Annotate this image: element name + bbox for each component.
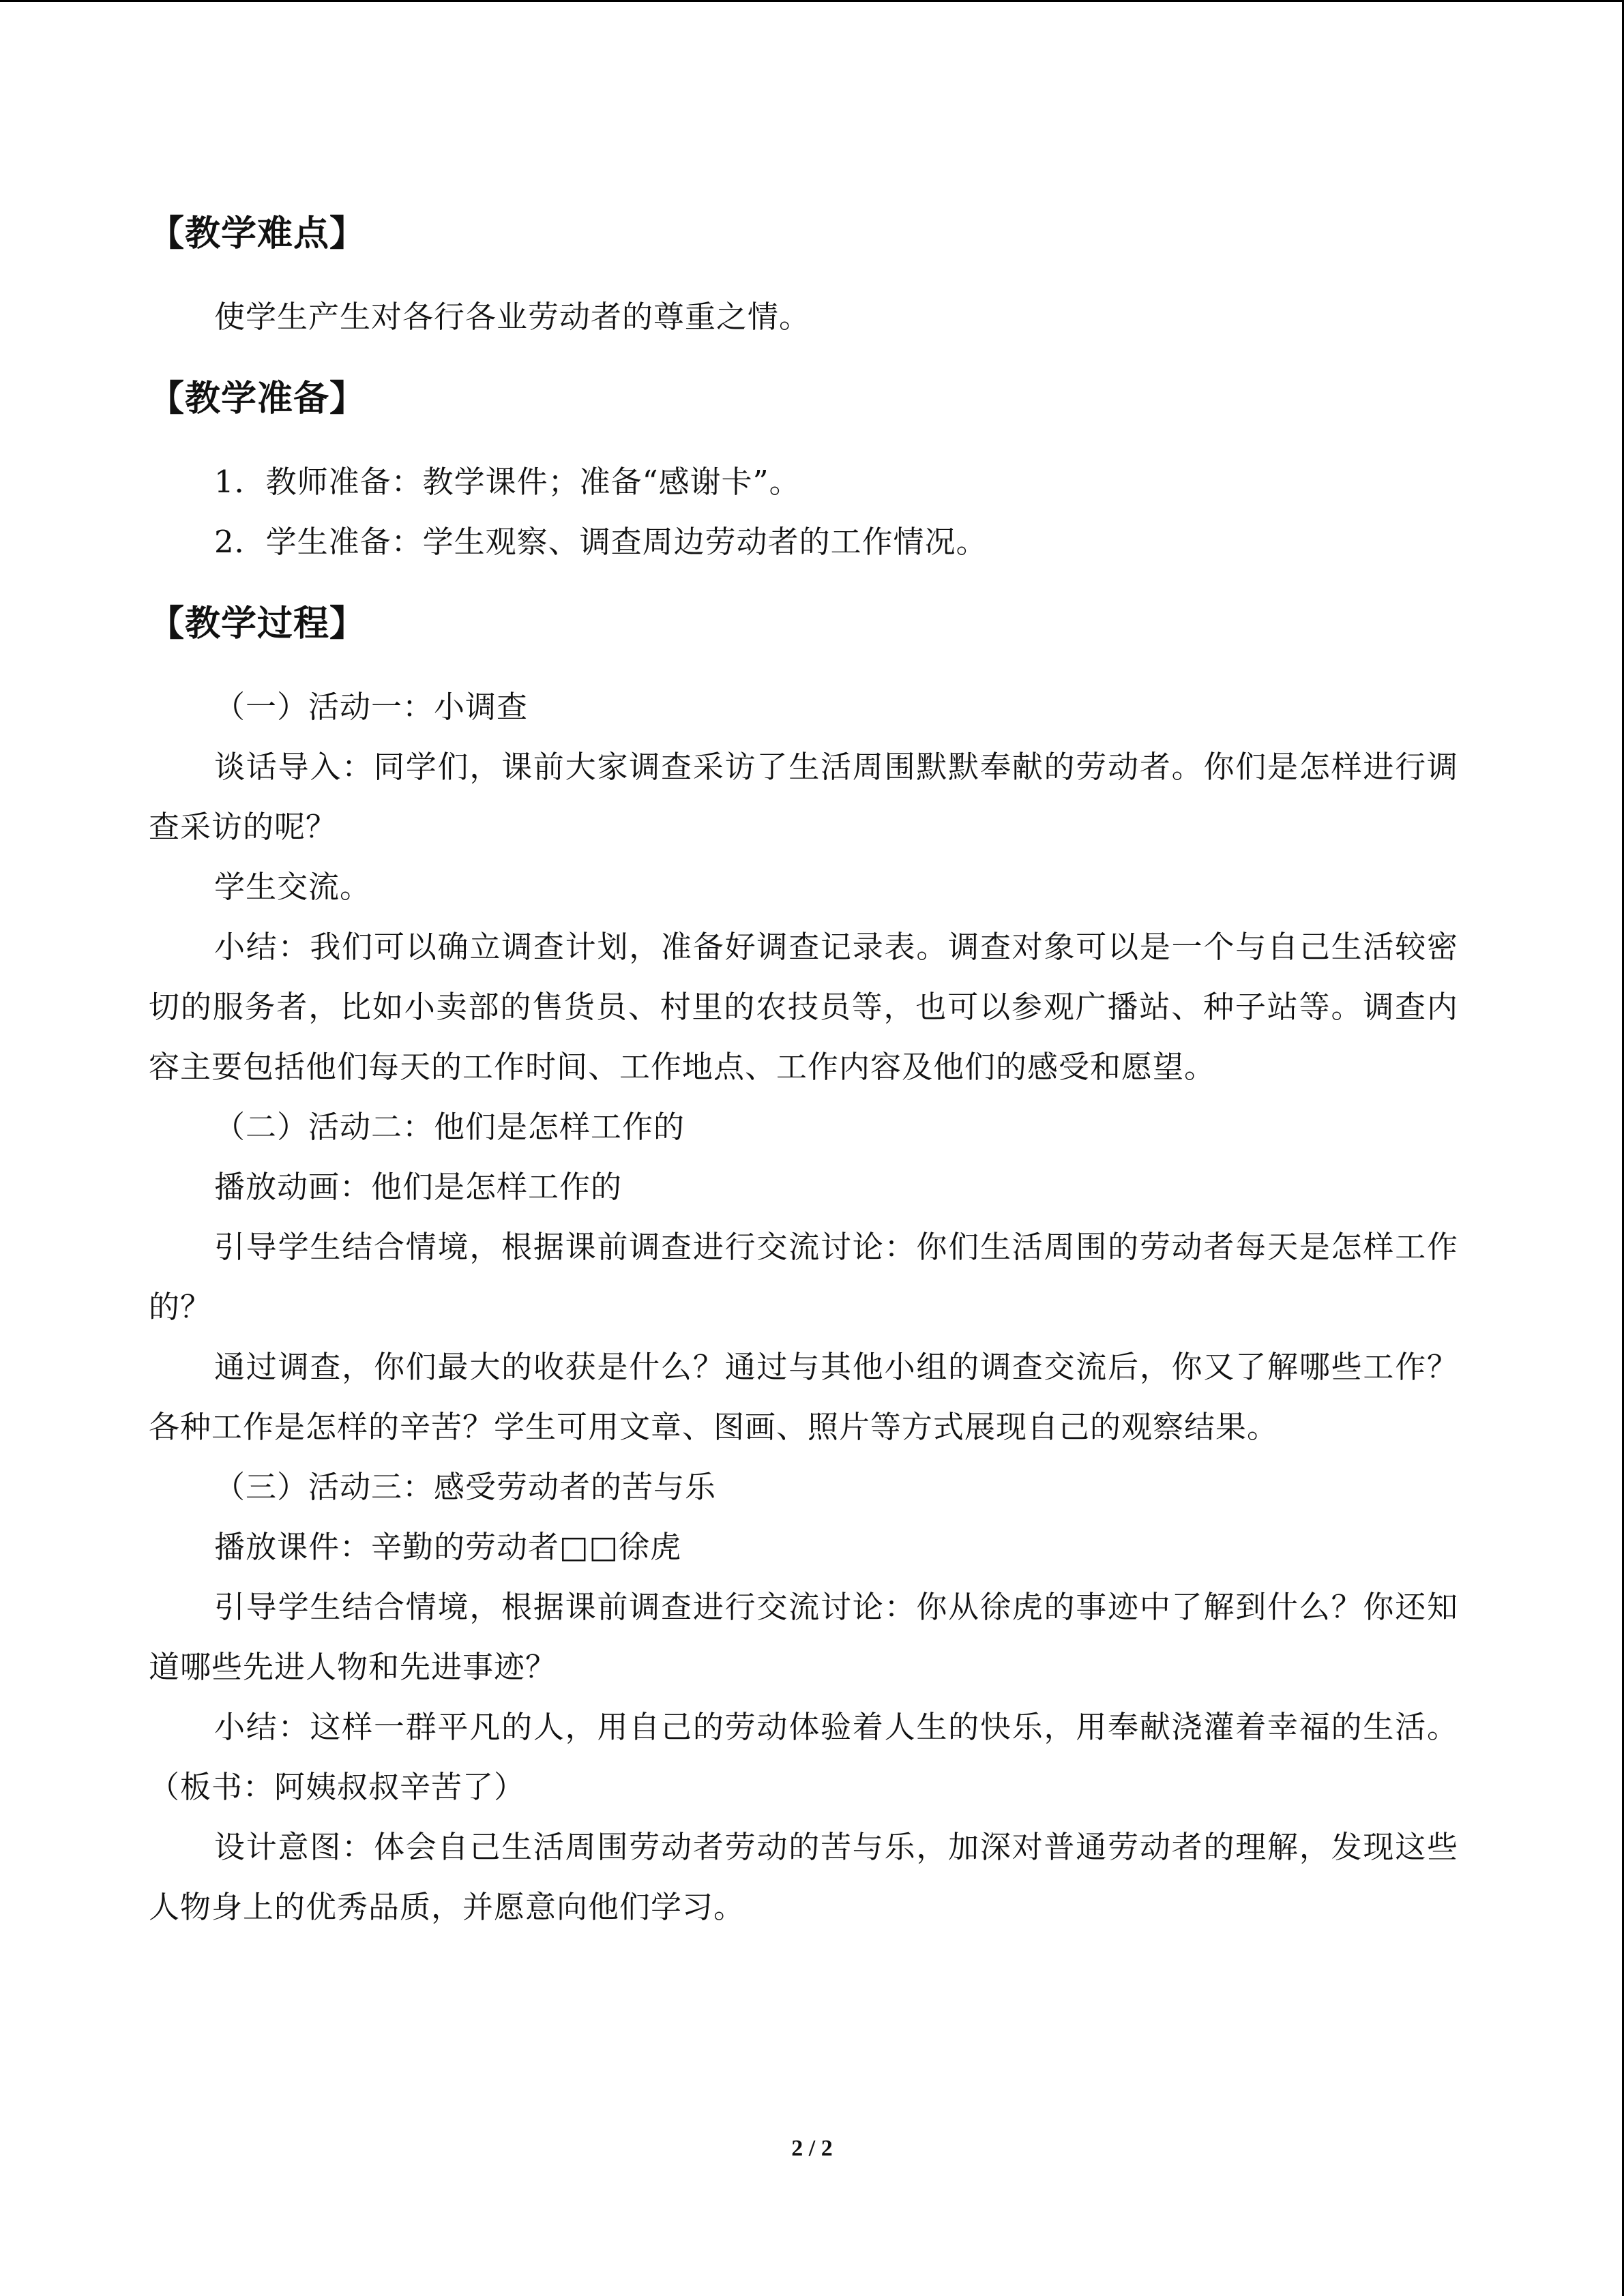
paragraph: 小结：这样一群平凡的人，用自己的劳动体验着人生的快乐，用奉献浇灌着幸福的生活。（板书：阿姨叔叔辛苦了） (149, 1709, 1458, 1805)
section-heading-preparation: 【教学准备】 (149, 378, 366, 419)
paragraph: 谈话导入：同学们，课前大家调查采访了生活周围默默奉献的劳动者。你们是怎样进行调查采访的呢？ (149, 749, 1458, 845)
paragraph: 引导学生结合情境，根据课前调查进行交流讨论：你们生活周围的劳动者每天是怎样工作的？ (149, 1229, 1458, 1325)
paragraph: 2．学生准备：学生观察、调查周边劳动者的工作情况。 (214, 524, 988, 560)
paragraph: 播放课件：辛勤的劳动者□□徐虎 (214, 1529, 682, 1565)
activity-title: （三）活动三：感受劳动者的苦与乐 (214, 1469, 717, 1505)
paragraph: 设计意图：体会自己生活周围劳动者劳动的苦与乐，加深对普通劳动者的理解，发现这些人物身上的优秀品质，并愿意向他们学习。 (149, 1829, 1458, 1925)
paragraph: 通过调查，你们最大的收获是什么？通过与其他小组的调查交流后，你又了解哪些工作？各种工作是怎样的辛苦？学生可用文章、图画、照片等方式展现自己的观察结果。 (149, 1349, 1458, 1445)
activity-title: （一）活动一：小调查 (214, 689, 529, 725)
paragraph: 使学生产生对各行各业劳动者的尊重之情。 (214, 299, 811, 335)
document-body (149, 207, 1458, 1937)
paragraph: 引导学生结合情境，根据课前调查进行交流讨论：你从徐虎的事迹中了解到什么？你还知道哪些先进人物和先进事迹？ (149, 1589, 1458, 1685)
paragraph: 1．教师准备：教学课件；准备“感谢卡”。 (214, 464, 801, 500)
section-heading-difficulty: 【教学难点】 (149, 213, 366, 254)
paragraph: 学生交流。 (214, 869, 372, 905)
paragraph: 播放动画：他们是怎样工作的 (214, 1169, 623, 1205)
paragraph: 小结：我们可以确立调查计划，准备好调查记录表。调查对象可以是一个与自己生活较密切的服务者，比如小卖部的售货员、村里的农技员等，也可以参观广播站、种子站等。调查内容主要包括他们每天的工作时间、工作地点、工作内容及他们的感受和愿望。 (149, 929, 1458, 1085)
page-number: 2 / 2 (791, 2136, 833, 2161)
section-heading-process: 【教学过程】 (149, 603, 366, 644)
activity-title: （二）活动二：他们是怎样工作的 (214, 1109, 685, 1145)
